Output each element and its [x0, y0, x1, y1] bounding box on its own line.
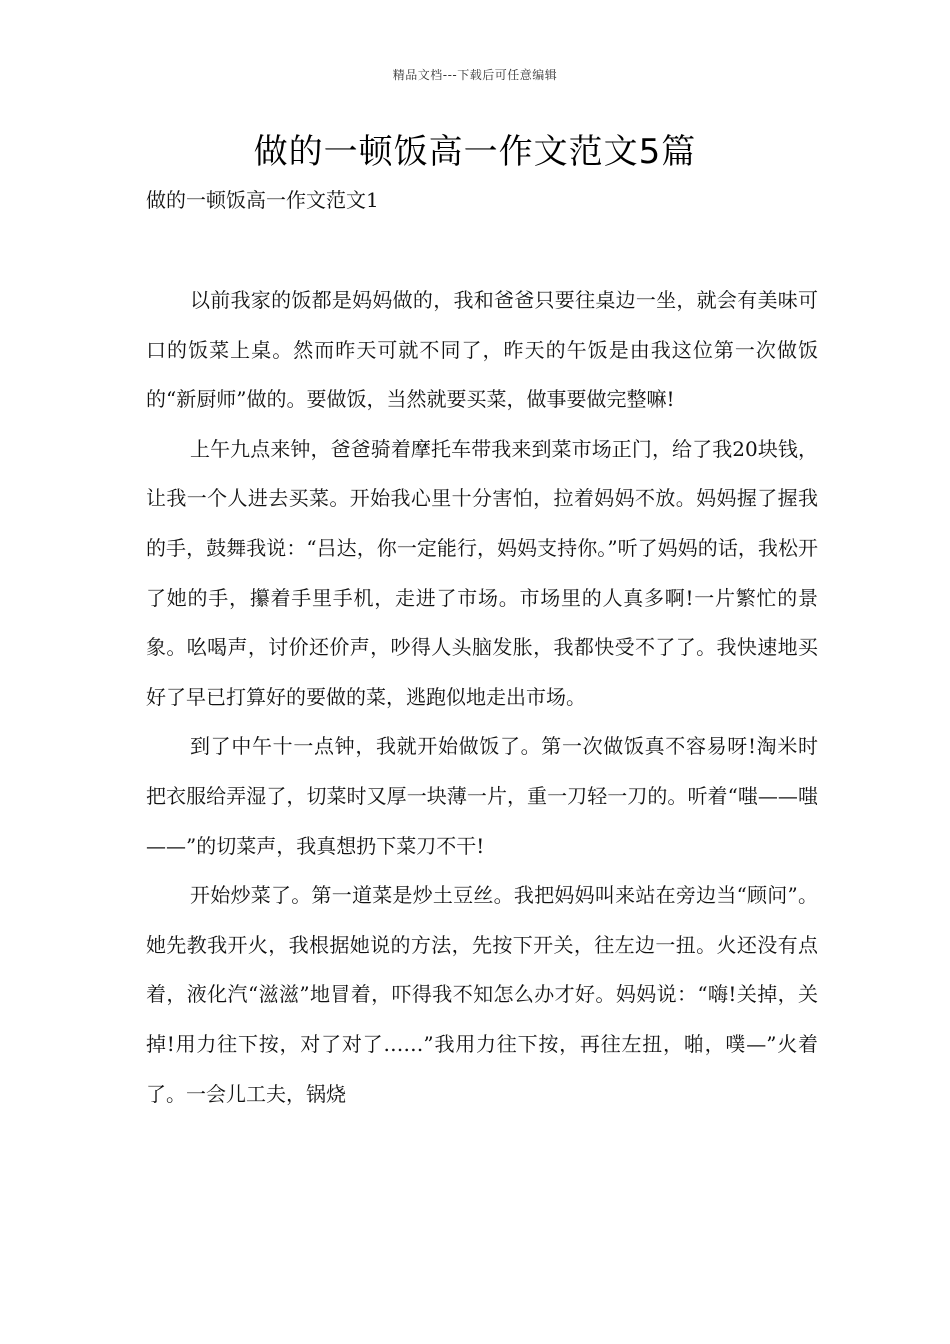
header-note: 精品文档---下载后可任意编辑 — [392, 68, 558, 82]
paragraph-2: 上午九点来钟，爸爸骑着摩托车带我来到菜市场正门，给了我20块钱，让我一个人进去买菜。开始我心里十分害怕，拉着妈妈不放。妈妈握了握我的手，鼓舞我说：“吕达，你一定能行，妈妈支持你。”听了妈妈的话，我松开了她的手，攥着手里手机，走进了市场。市场里的人真多啊!一片繁忙的景象。吆喝声，讨价还价声，吵得人头脑发胀，我都快受不了了。我快速地买好了早已打算好的要做的菜，逃跑似地走出市场。 — [146, 436, 818, 709]
document-title: 做的一顿饭高一作文范文5篇 — [253, 132, 697, 172]
paragraph-4: 开始炒菜了。第一道菜是炒土豆丝。我把妈妈叫来站在旁边当“顾问”。她先教我开火，我根据她说的方法，先按下开关，往左边一扭。火还没有点着，液化汽“滋滋”地冒着，吓得我不知怎么办才好。妈妈说：“嗨!关掉，关掉!用力往下按，对了对了……”我用力往下按，再往左扭，啪，噗—”火着了。一会儿工夫，锅烧 — [146, 883, 818, 1106]
essay-subtitle: 做的一顿饭高一作文范文1 — [146, 188, 379, 212]
essay-body — [146, 276, 818, 1119]
paragraph-1: 以前我家的饭都是妈妈做的，我和爸爸只要往桌边一坐，就会有美味可口的饭菜上桌。然而昨天可就不同了，昨天的午饭是由我这位第一次做饭的“新厨师”做的。要做饭，当然就要买菜，做事要做完整嘛! — [146, 288, 818, 412]
paragraph-3: 到了中午十一点钟，我就开始做饭了。第一次做饭真不容易呀!淘米时把衣服给弄湿了，切菜时又厚一块薄一片，重一刀轻一刀的。听着“嗤——嗤——”的切菜声，我真想扔下菜刀不干! — [146, 734, 818, 858]
